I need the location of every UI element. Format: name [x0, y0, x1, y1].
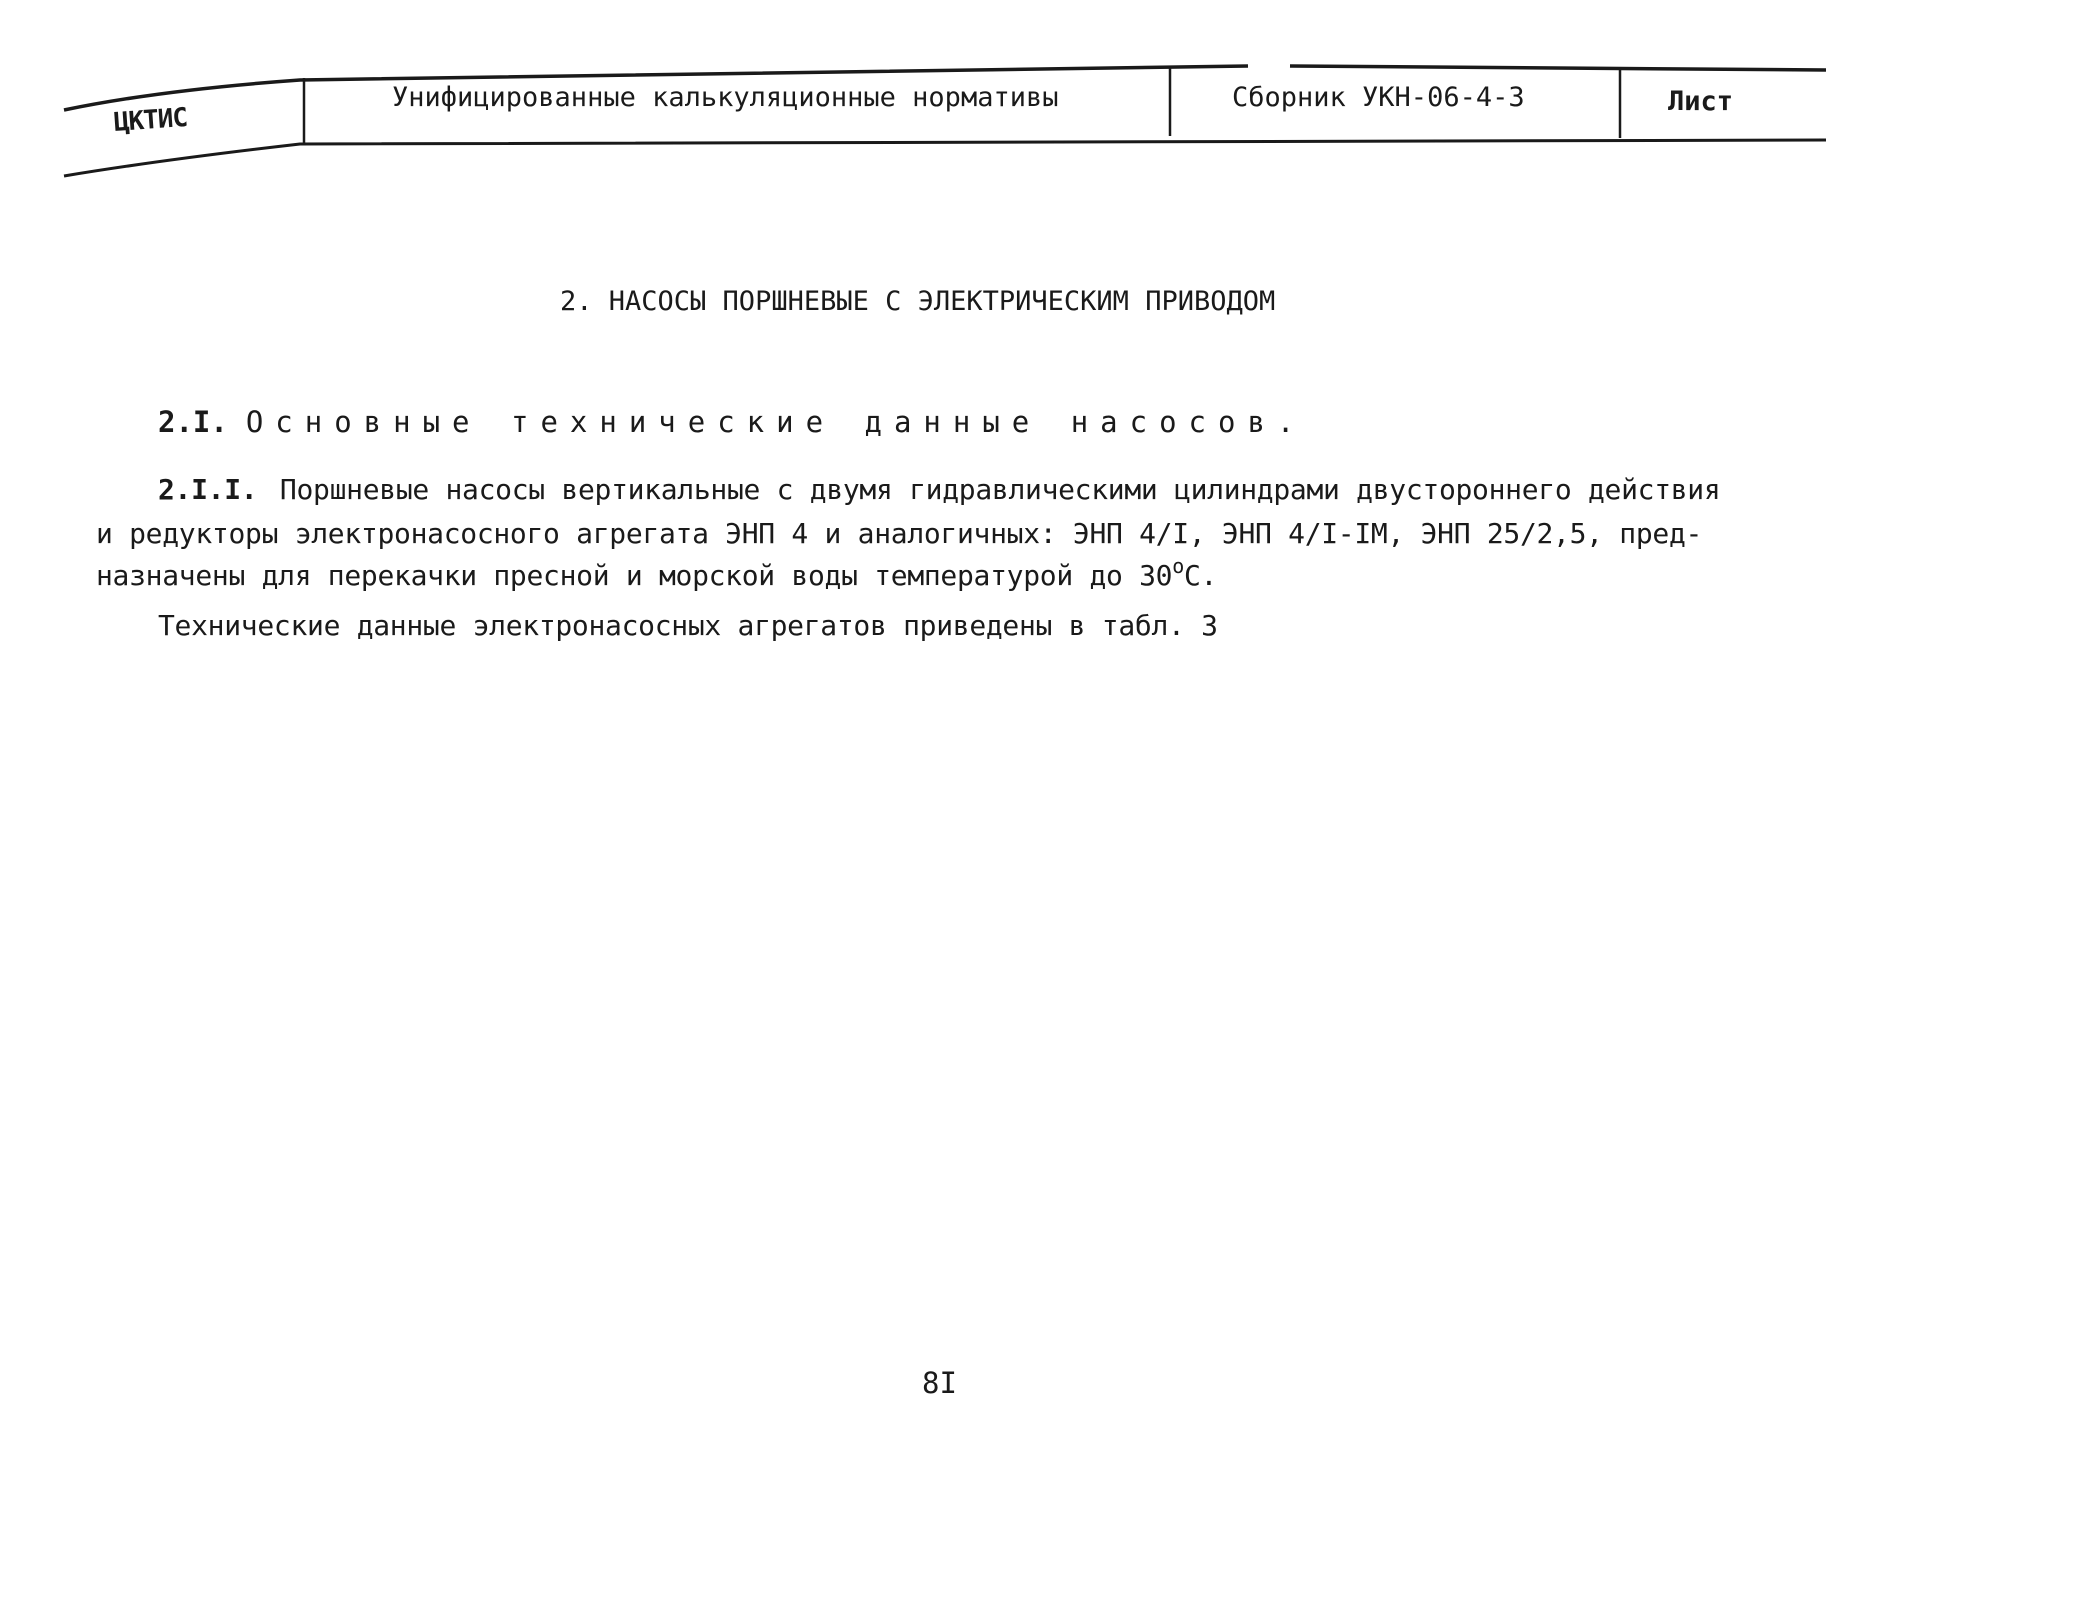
subsection-number: 2.I.: [158, 405, 228, 439]
paragraph-line-3-unit: С.: [1183, 559, 1218, 592]
paragraph-line-2: и редукторы электронасосного агрегата ЭНП 4 и аналогичных: ЭНП 4/I, ЭНП 4/I-IM, ЭНП 25/2,5, пред-: [96, 517, 1703, 550]
section-title: 2. НАСОСЫ ПОРШНЕВЫЕ С ЭЛЕКТРИЧЕСКИМ ПРИВОДОМ: [560, 286, 1276, 317]
paragraph-line-3: [96, 554, 1218, 592]
paragraph-line-4: Технические данные электронасосных агрегатов приведены в табл. 3: [158, 609, 1218, 642]
header-title: Унифицированные калькуляционные нормативы: [392, 82, 1059, 113]
header-sheet-label: Лист: [1668, 86, 1734, 117]
header-bottom-rule: [64, 140, 1826, 176]
degree-superscript: о: [1172, 554, 1184, 578]
header-collection: Сборник УКН-06-4-3: [1232, 82, 1525, 113]
paragraph-number: 2.I.I.: [158, 473, 258, 506]
subsection-heading: [158, 405, 1306, 439]
header-top-rule-right: [1290, 66, 1826, 70]
paragraph-line-1-text: Поршневые насосы вертикальные с двумя гидравлическими цилиндрами двустороннего действия: [279, 473, 1721, 506]
paragraph-line-1: [158, 473, 1720, 506]
paragraph-line-3-text: назначены для перекачки пресной и морской воды температурой до 30: [96, 559, 1173, 592]
page-number: 8I: [922, 1366, 957, 1400]
header-organization: ЦКТИС: [112, 102, 189, 138]
subsection-title: Основные технические данные насосов.: [245, 405, 1307, 439]
